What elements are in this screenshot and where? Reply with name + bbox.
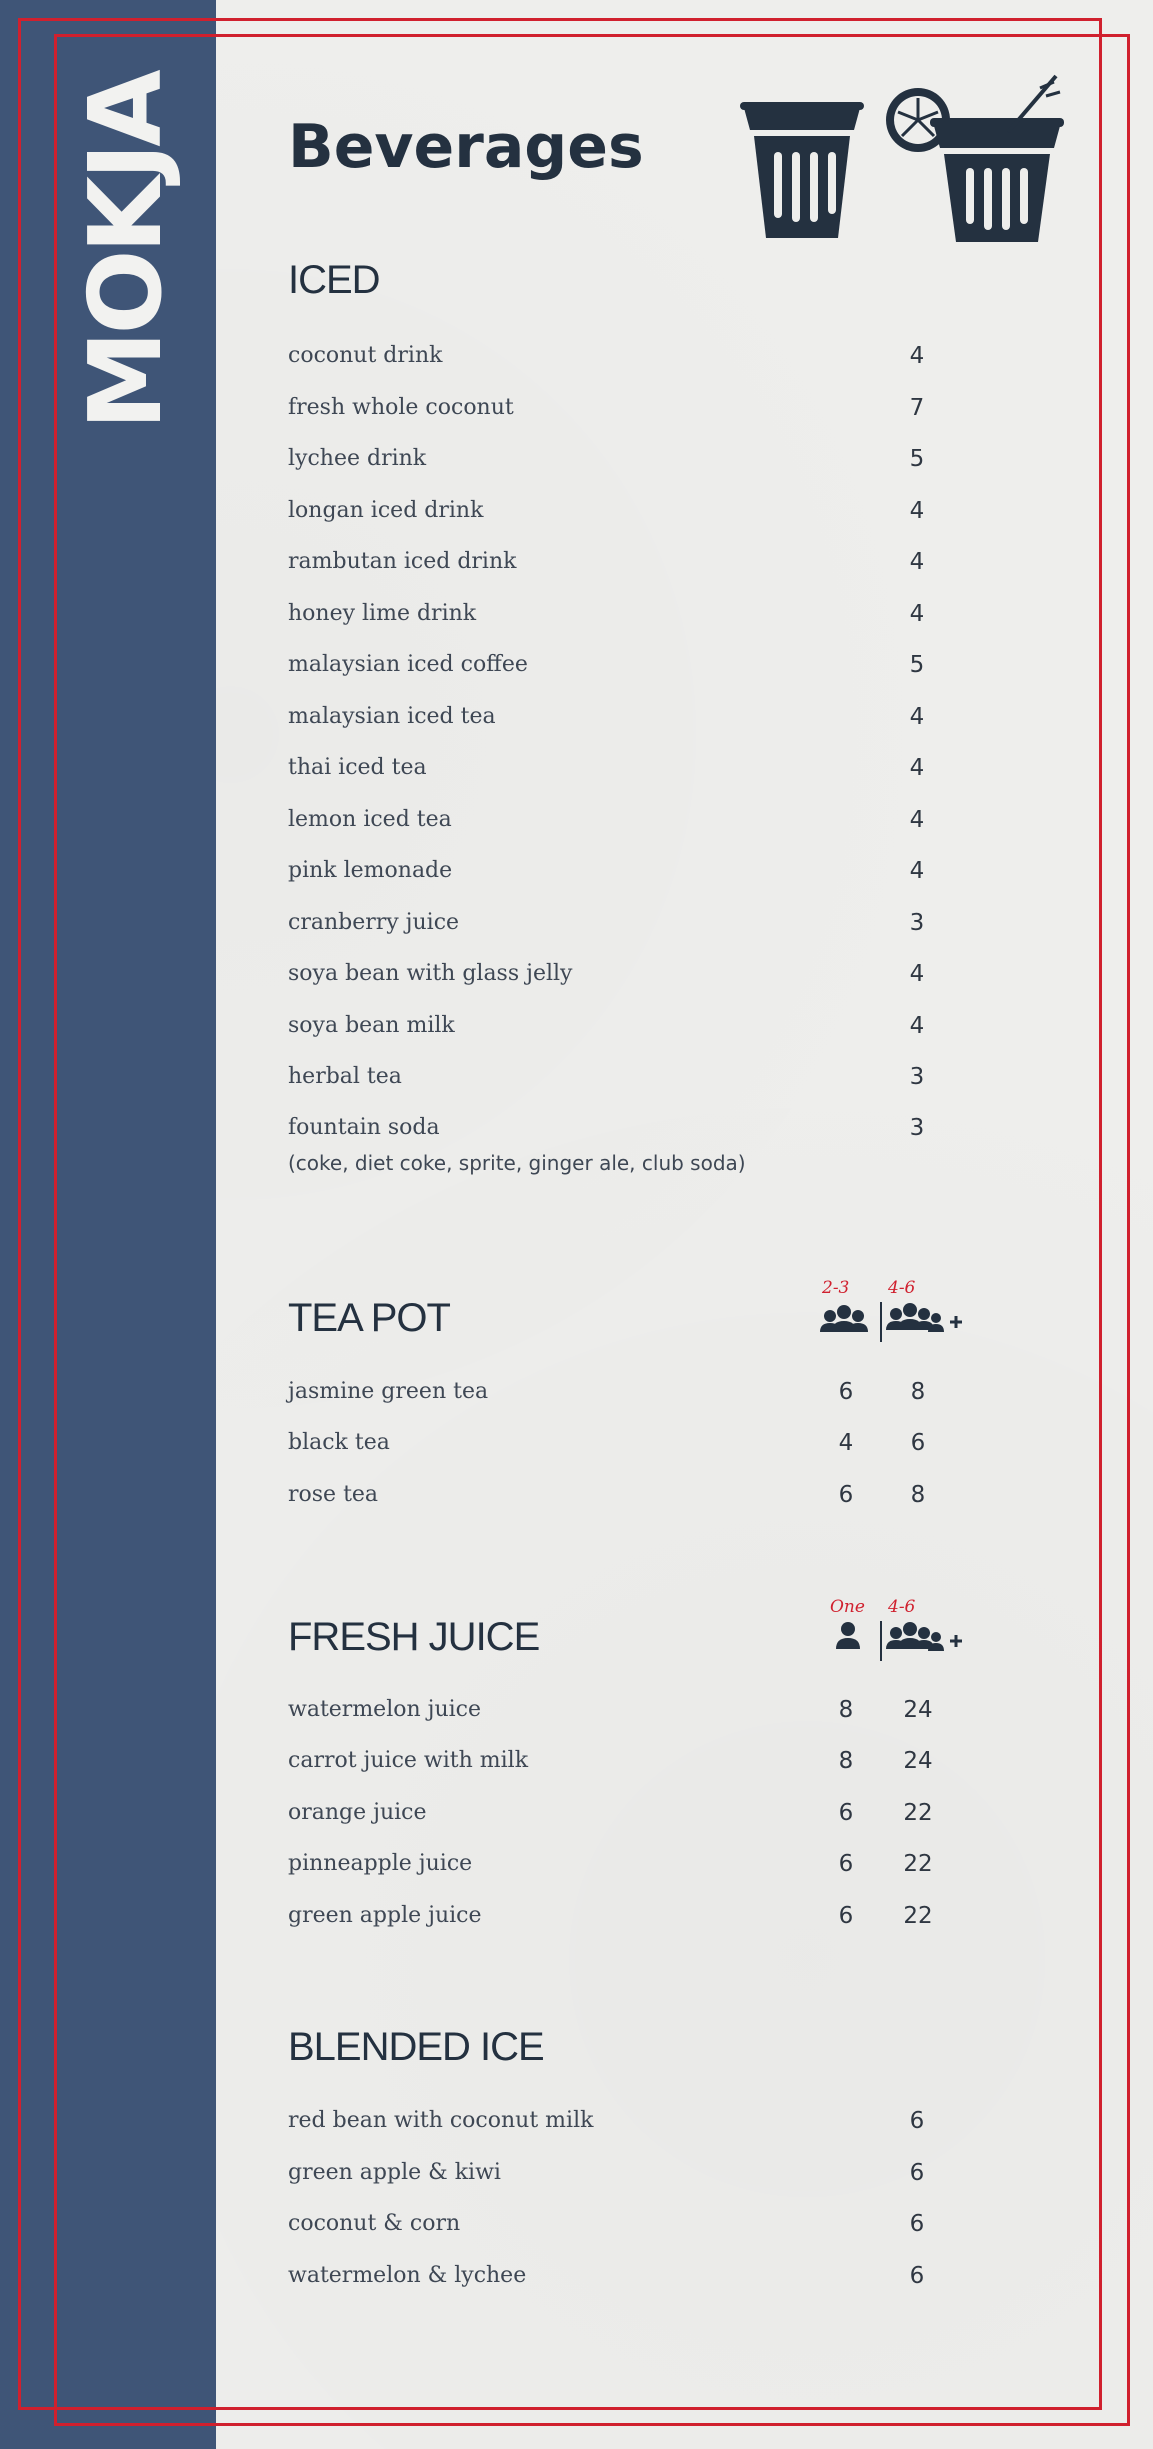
teapot-price-small: 6 — [838, 1482, 854, 1508]
iced-price: 4 — [909, 1013, 925, 1039]
blended-price: 6 — [909, 2263, 925, 2289]
section-title-teapot: TEA POT — [288, 1296, 450, 1340]
group-icon — [820, 1305, 868, 1332]
juice-item: orange juice — [288, 1800, 427, 1825]
juice-price-small: 6 — [838, 1800, 854, 1826]
juice-price-large: 24 — [903, 1697, 933, 1723]
iced-price: 4 — [909, 601, 925, 627]
iced-item: lemon iced tea — [288, 807, 452, 832]
iced-item: coconut drink — [288, 343, 443, 368]
blended-item: watermelon & lychee — [288, 2263, 527, 2288]
iced-price: 3 — [909, 1064, 925, 1090]
teapot-size-large: 4-6 — [888, 1278, 916, 1298]
iced-price: 5 — [909, 446, 925, 472]
group-icon — [886, 1303, 962, 1332]
iced-item: herbal tea — [288, 1064, 402, 1089]
section-title-blended: BLENDED ICE — [288, 2025, 544, 2069]
juice-size-small: One — [830, 1597, 865, 1617]
teapot-price-large: 6 — [910, 1430, 926, 1456]
iced-item: rambutan iced drink — [288, 549, 517, 574]
cup-icon — [740, 102, 864, 238]
juice-item: pinneapple juice — [288, 1851, 473, 1876]
blended-price: 6 — [909, 2211, 925, 2237]
iced-item: cranberry juice — [288, 910, 460, 935]
iced-item: honey lime drink — [288, 601, 477, 626]
iced-price: 3 — [909, 910, 925, 936]
juice-size-icons — [818, 1615, 988, 1685]
teapot-price-small: 6 — [838, 1379, 854, 1405]
teapot-price-large: 8 — [910, 1379, 926, 1405]
iced-item: fountain soda — [288, 1115, 440, 1140]
juice-price-small: 8 — [838, 1748, 854, 1774]
teapot-item: jasmine green tea — [288, 1379, 489, 1404]
group-icon — [886, 1622, 962, 1651]
iced-price: 5 — [909, 652, 925, 678]
iced-price: 3 — [909, 1115, 925, 1141]
blended-item: coconut & corn — [288, 2211, 461, 2236]
juice-price-large: 22 — [903, 1800, 933, 1826]
iced-item: pink lemonade — [288, 858, 453, 883]
juice-price-large: 24 — [903, 1748, 933, 1774]
blended-price: 6 — [909, 2108, 925, 2134]
iced-price: 4 — [909, 498, 925, 524]
juice-size-large: 4-6 — [888, 1597, 916, 1617]
blended-item: green apple & kiwi — [288, 2160, 501, 2185]
iced-item: malaysian iced coffee — [288, 652, 528, 677]
teapot-price-small: 4 — [838, 1430, 854, 1456]
iced-item: fresh whole coconut — [288, 395, 514, 420]
teapot-size-small: 2-3 — [822, 1278, 850, 1298]
iced-item: malaysian iced tea — [288, 704, 496, 729]
iced-item: soya bean milk — [288, 1013, 455, 1038]
iced-item: soya bean with glass jelly — [288, 961, 573, 986]
section-title-juice: FRESH JUICE — [288, 1615, 540, 1659]
teapot-item: rose tea — [288, 1482, 379, 1507]
cocktail-icon — [886, 76, 1064, 242]
iced-price: 4 — [909, 961, 925, 987]
fountain-soda-note: (coke, diet coke, sprite, ginger ale, club soda) — [288, 1151, 746, 1175]
iced-price: 4 — [909, 755, 925, 781]
juice-price-large: 22 — [903, 1903, 933, 1929]
juice-price-large: 22 — [903, 1851, 933, 1877]
teapot-size-icons — [818, 1296, 988, 1366]
iced-price: 7 — [909, 395, 925, 421]
blended-price: 6 — [909, 2160, 925, 2186]
juice-item: carrot juice with milk — [288, 1748, 529, 1773]
juice-item: watermelon juice — [288, 1697, 482, 1722]
iced-price: 4 — [909, 858, 925, 884]
iced-item: longan iced drink — [288, 498, 484, 523]
juice-price-small: 6 — [838, 1851, 854, 1877]
person-icon — [836, 1622, 860, 1649]
teapot-price-large: 8 — [910, 1482, 926, 1508]
juice-item: green apple juice — [288, 1903, 482, 1928]
brand-logo-text: MOKJA — [67, 73, 184, 430]
iced-price: 4 — [909, 704, 925, 730]
iced-price: 4 — [909, 807, 925, 833]
juice-price-small: 8 — [838, 1697, 854, 1723]
page-title: Beverages — [288, 112, 644, 182]
iced-item: lychee drink — [288, 446, 427, 471]
teapot-item: black tea — [288, 1430, 390, 1455]
inner-frame — [54, 34, 1130, 2426]
iced-item: thai iced tea — [288, 755, 427, 780]
iced-price: 4 — [909, 549, 925, 575]
cups-illustration — [738, 68, 1068, 248]
juice-price-small: 6 — [838, 1903, 854, 1929]
blended-item: red bean with coconut milk — [288, 2108, 594, 2133]
section-title-iced: ICED — [288, 258, 380, 302]
iced-price: 4 — [909, 343, 925, 369]
